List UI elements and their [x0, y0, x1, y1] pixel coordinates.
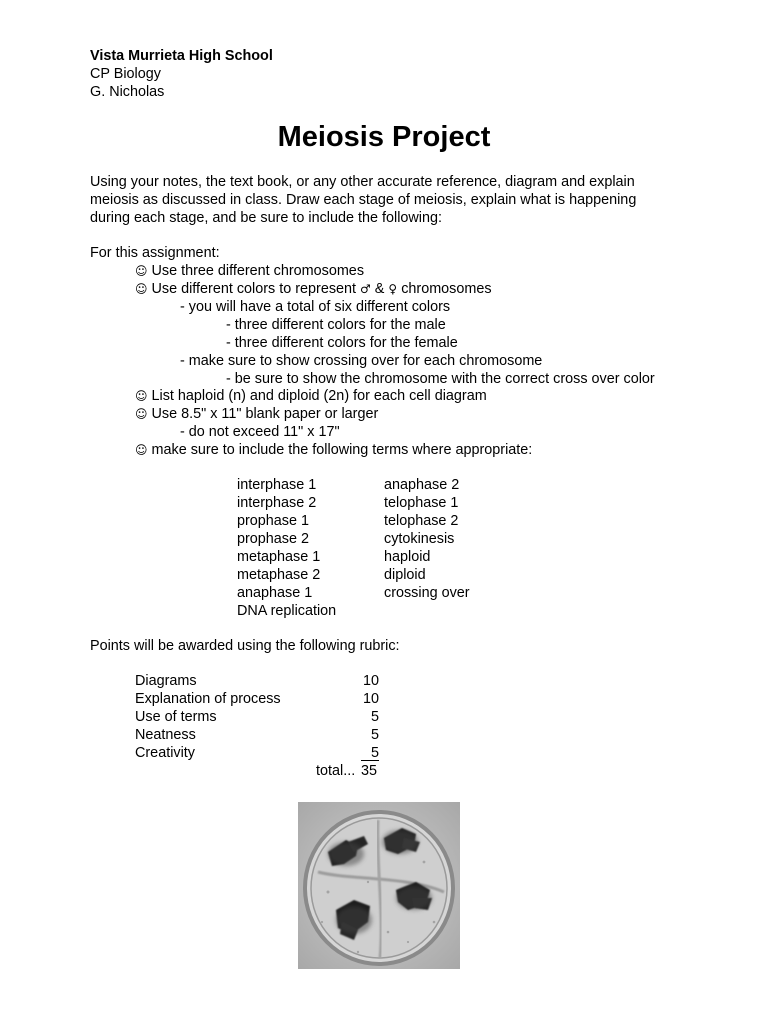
sub-item: - do not exceed 11" x 17": [180, 424, 340, 440]
sub-sub-item: - be sure to show the chromosome with the correct cross over color: [226, 371, 655, 387]
male-symbol-icon: ♂: [360, 282, 371, 296]
bullet-text: make sure to include the following terms where appropriate:: [151, 442, 533, 458]
term-item: prophase 2: [237, 531, 310, 547]
rubric-total-label: total...: [316, 763, 356, 779]
term-item: DNA replication: [237, 603, 337, 619]
school-name: Vista Murrieta High School: [90, 48, 273, 64]
sub-sub-item: - three different colors for the female: [226, 335, 458, 351]
intro-line: during each stage, and be sure to include the following:: [90, 210, 443, 226]
smiley-bullet-icon: ☺: [135, 264, 148, 278]
bullet-item: [135, 387, 487, 405]
rubric-label: Creativity: [135, 745, 195, 761]
bullet-item: [135, 262, 364, 280]
rubric-total-value: 35: [361, 763, 378, 779]
rubric-label: Explanation of process: [135, 691, 281, 707]
terms-column-2: [384, 476, 470, 602]
page-title: Meiosis Project: [277, 121, 491, 153]
rubric-lead: Points will be awarded using the following rubric:: [90, 638, 400, 654]
rubric-label: Neatness: [135, 727, 196, 743]
term-item: cytokinesis: [384, 531, 455, 547]
term-item: telophase 2: [384, 513, 459, 529]
bullet-text-end: chromosomes: [397, 281, 492, 297]
terms-column-1: [237, 476, 336, 620]
smiley-bullet-icon: ☺: [135, 443, 148, 457]
teacher-name: G. Nicholas: [90, 84, 165, 100]
female-symbol-icon: ♀: [388, 282, 398, 296]
term-item: interphase 2: [237, 495, 317, 511]
bullet-text: Use different colors to represent: [151, 281, 361, 297]
term-item: metaphase 1: [237, 549, 321, 565]
intro-line: meiosis as discussed in class. Draw each stage of meiosis, explain what is happening: [90, 192, 637, 208]
bullet-text: List haploid (n) and diploid (2n) for each cell diagram: [151, 388, 487, 404]
intro-paragraph: [90, 173, 690, 227]
bullet-text: Use three different chromosomes: [151, 263, 365, 279]
term-item: telophase 1: [384, 495, 459, 511]
term-item: prophase 1: [237, 513, 310, 529]
term-item: interphase 1: [237, 477, 317, 493]
sub-sub-item: - three different colors for the male: [226, 317, 446, 333]
rubric-points-value: 10: [362, 691, 379, 707]
rubric-points-value: 5: [370, 745, 379, 761]
bullet-item: [135, 280, 492, 298]
term-item: haploid: [384, 549, 431, 565]
rubric-points-value: 5: [370, 727, 379, 743]
smiley-bullet-icon: ☺: [135, 389, 148, 403]
sum-line: [361, 760, 379, 761]
rubric-label: Diagrams: [135, 673, 197, 689]
bullet-text: Use 8.5" x 11" blank paper or larger: [151, 406, 379, 422]
term-item: metaphase 2: [237, 567, 321, 583]
intro-line: Using your notes, the text book, or any other accurate reference, diagram and explain: [90, 174, 635, 190]
smiley-bullet-icon: ☺: [135, 407, 148, 421]
rubric-points-value: 10: [362, 673, 379, 689]
rubric-points-value: 5: [370, 709, 379, 725]
term-item: diploid: [384, 567, 426, 583]
course-name: CP Biology: [90, 66, 161, 82]
assignment-lead: For this assignment:: [90, 245, 220, 261]
bullet-item: [135, 441, 532, 459]
rubric-labels: [135, 672, 281, 762]
bullet-item: [135, 405, 378, 423]
rubric-label: Use of terms: [135, 709, 217, 725]
meiosis-micrograph: [298, 802, 460, 969]
ampersand: &: [370, 281, 389, 297]
term-item: anaphase 1: [237, 585, 313, 601]
term-item: anaphase 2: [384, 477, 460, 493]
sub-item: - make sure to show crossing over for each chromosome: [180, 353, 543, 369]
smiley-bullet-icon: ☺: [135, 282, 148, 296]
sub-item: - you will have a total of six different colors: [180, 299, 451, 315]
term-item: crossing over: [384, 585, 470, 601]
rubric-points: [339, 672, 379, 762]
